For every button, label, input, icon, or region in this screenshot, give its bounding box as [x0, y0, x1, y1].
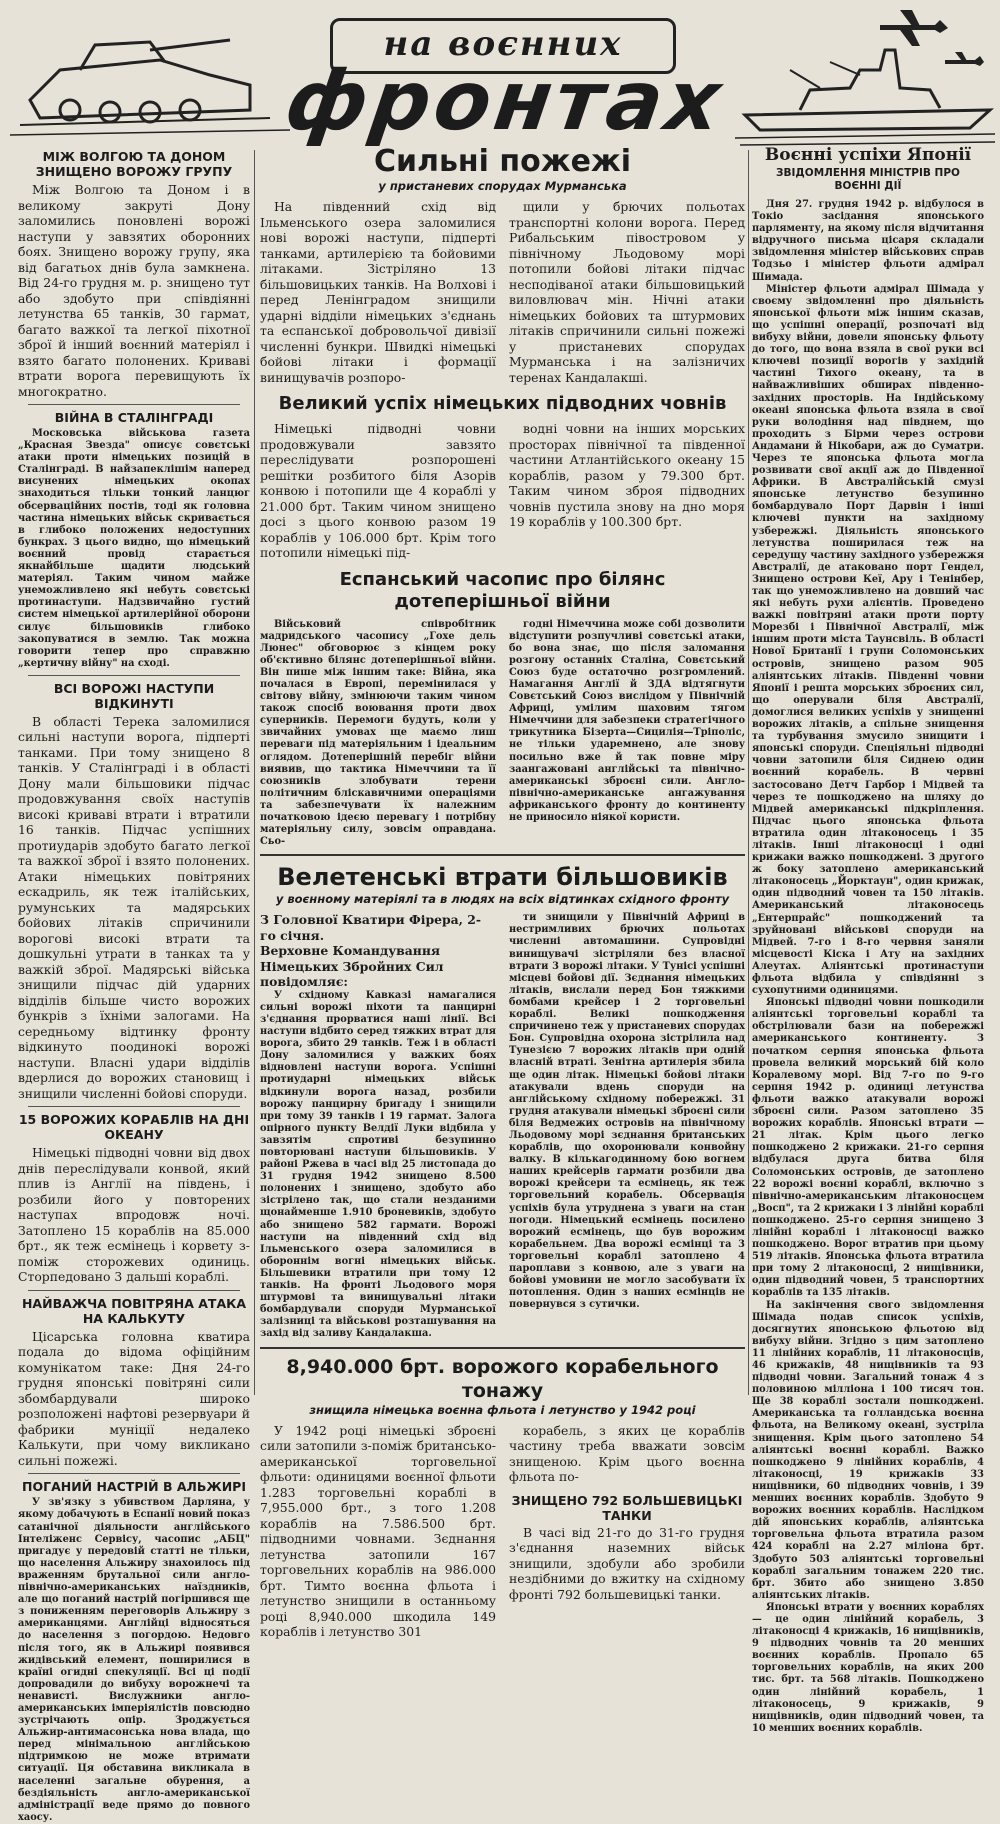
article-headline: ВСІ ВОРОЖІ НАСТУПИ ВІДКИНУТІ: [53, 680, 215, 711]
lead-subheadline: у пристаневих спорудах Мурманська: [378, 179, 627, 193]
article: [18, 1112, 250, 1285]
airplane-icon: [880, 10, 948, 46]
article-body: У східному Кавказі намагалися сильні ворожі піхоти та панцирні з'єднання прорватися наші лінії. Всі наступи відбито серед тяжких втрат для ворога, збито 29 танків. Теж і в області Дону заломилися у важких боях відновлені наступи ворога. Успішні протиударні німецьких військ відкинули ворога назад, розбили ворожу панцирну бригаду і знищили при тому 39 танків і 19 гармат. Залога опірного пункту Велдії Луки відбила у завзятім спротиві безупинно повторювані наступи більшовиків. У районі Ржева в часі від 25 листопада до 31 грудня 1942 знищено 8.500 полонених і знищено, здобуто або зістрілено так, що стали незданими щонайменше 1.910 броневиків, здобуто або знищено 582 гармати. Ворожі наступи на південний схід від Ільменського озера заломилися в обороннім вогні німецьких військ. Більшевики втратили при тому 12 танків. На фронті Льодового моря штурмові та винищувальні літаки бомбардували споруди Мурманської залізниці та військові розташування на захід від заливу Кандалакша.: [260, 989, 496, 1340]
masthead-subtitle: на воєнних: [330, 18, 676, 74]
article-headline: Воєнні успіхи Японії: [764, 145, 972, 165]
separator: [260, 854, 745, 856]
separator: [260, 1347, 745, 1349]
article-headline: ВІЙНА В СТАЛІНГРАДІ: [54, 410, 214, 425]
spanish-article: [260, 569, 745, 849]
center-column: [260, 144, 745, 1639]
tank-illustration-left: [10, 40, 290, 135]
separator: [28, 1106, 240, 1107]
column-divider: [748, 150, 749, 1395]
column-divider: [254, 150, 255, 1395]
article: [18, 1296, 250, 1469]
article-headline: Велетенські втрати більшовиків: [277, 863, 728, 892]
article-headline: НАЙВАЖЧА ПОВІТРЯНА АТАКА НА КАЛЬКУТУ: [21, 1295, 247, 1326]
article: [18, 681, 250, 1102]
tanks-box-headline: ЗНИЩЕНО 792 БОЛЬШЕВИЦЬКІ ТАНКИ: [511, 1492, 743, 1523]
article: [18, 149, 250, 399]
airplane-icon-small: [945, 52, 984, 66]
separator: [28, 675, 240, 676]
article-body: В області Терека заломилися сильні наступи ворога, підперті танками. При тому знищено 8 танків. У Сталінграді і в області Дону мали більшовики підчас продовжування своїх наступів високі криваві втрати і втратили 16 танків. Підчас успішних протиударів здобуто багато легкої та важкої зброї і взято полонених. Атаки німецьких повітряних ескадриль, як теж італійських, румунських та мадярських бойових літаків спричинили ворогові високі втрати та дошкульні утрати в танках та у важкій зброї. Мадярські війська знищили підчас дій ударних відділів більше чисто ворожих бункрів з їхніми залогами. На середньому відтинку фронту відкинуто поодинокі ворожі наступи. Власні удари відділів вдерлися до ворожих становищ і знищили численні бойові споруди.: [18, 713, 250, 1101]
article-paragraph: Японські підводні човни пошкодили аліянтські торговельні кораблі та обстрілювали бази на побережжі американського континенту. З початком серпня японська фльота провела великий морський бій коло Коралевому морі. Від 7-го по 9-го серпня 1942 р. одиниці летунства фльоти важко атакували ворожі зброєні сили. Разом затоплено 35 ворожих кораблів. Японські втрати — 21 літак. Крім цього легко пошкоджено 2 крижаки. 21-го серпня відбулася друга битва біля Соломонських островів, де затоплено 22 ворожі воєнні кораблі, включно з північно-американським літаконосцем „Восп", та 2 крижаки і 3 лінійні кораблі пошкоджено. 25-го серпня знищено 3 лінійні кораблі і літаконосці важко пошкоджено. Ворог втратив при цьому 519 літаків. Японська фльота втратила при тому 2 літаконосці, 2 нищівники, один підводний човен, 5 транспортних кораблів та 135 літаків.: [752, 997, 984, 1299]
article-body: Між Волгою та Доном і в великому закруті Дону заломились поновлені ворожі наступи у завзятих оборонних боях. Знищено ворожу групу, яка від багатьох днів була замкнена. Від 24-го грудня м. р. знищено тут або здобуто при співдіянні летунства 65 танків, 30 гармат, багато важкої та легкої піхотної зброї й інший воєнний матеріял і взято багато полонених. Криваві втрати ворога перевищують їх многократно.: [18, 182, 250, 399]
right-column: [752, 145, 984, 1734]
article-headline: ПОГАНИЙ НАСТРІЙ В АЛЬЖИРІ: [22, 1479, 246, 1495]
bolsheviks-article: [260, 862, 745, 1340]
tonnage-article: [260, 1355, 745, 1640]
article-headline: МІЖ ВОЛГОЮ ТА ДОНОМ ЗНИЩЕНО ВОРОЖУ ГРУПУ: [35, 149, 233, 179]
article-body: Німецькі підводні човни від двох днів переслідували конвой, який плив із Англії на південь, і розбили його у повторених наступах впродовж ночі. Затоплено 15 кораблів на 85.000 брт., як теж есмінець і корвету з-поміж сторожевих одиниць. Сторпедовано 3 дальші кораблі.: [18, 1145, 250, 1285]
lead-headline: Сильні пожежі: [373, 144, 632, 179]
article: [18, 1479, 250, 1824]
article-paragraph: Дня 27. грудня 1942 р. відбулося в Токіо засідання японського парляменту, на якому після відчитання відручного письма цісаря складали звідомлення міністер військових справ Тодзьо і міністер фльоти адмірал Шимада.: [752, 199, 984, 283]
article-headline: Великий успіх німецьких підводних човнів: [278, 393, 727, 414]
article-headline: 8,940.000 брт. ворожого корабельного тонажу: [286, 1355, 719, 1402]
tanks-box-body: В часі від 21-го до 31-го грудня з'єднання наземних військ знищили, здобули або зробили нездібними до вжитку на східному фронті 792 большевицькі танки.: [509, 1524, 745, 1602]
article-body: годні Німеччина може собі дозволити відступити розпучливі совєтські атаки, бо вона знає, що після заломання розгону останніх Сталіна, Совєтський Союз буде остаточно розгромлений. Намагання Англії й ЗДА відтягнути Совєтський Союз вислідом у Північній Африці, умілим шаховим тягом Німеччини для забезпеки стратегічного трикутника Бізерта—Сицилія—Тріполіс, не тільки ударемнено, але знову посильно вже й так повне міру заангажовані англійські та північно-американські зброєні сили. Англо-північно-американське ангажування африканського фронту до континенту не приносило ніякої користи.: [509, 618, 745, 823]
article-body: водні човни на інших морських просторах північної та південної частини Атлантійського океану 15 кораблів, разом у 79.300 брт. Таким чином зброя підводних човнів пустила знову на дно моря 19 кораблів у 100.300 брт.: [509, 421, 745, 529]
separator: [28, 404, 240, 405]
article-subheadline: ЗВІДОМЛЕННЯ МІНІСТРІВ ПРО ВОЄННІ ДІЇ: [776, 167, 960, 192]
dateline: З Головної Кватири Фірера, 2-го січня.: [260, 912, 482, 943]
article-body: У 1942 році німецькі зброєні сили затопили з-поміж британсько-американської торговельної фльоти: одиницями воєнної фльоти 1.283 торговельні кораблі в 7,955.000 брт., з того 1.208 кораблів на 7.586.500 брт. підводними човнами. Зєднання летунства затопили 167 торговельних кораблів на 986.000 брт. Тимто воєнна фльота і летунство знищили в останньому році 8,940.000 шкодила 149 кораблів і летунство 301: [260, 1422, 496, 1639]
left-column: [18, 145, 250, 1823]
masthead: [0, 0, 1000, 150]
report-intro: Верховне Командування Німецьких Збройних Сил повідомляє:: [260, 943, 444, 990]
article-subheadline: у воєнному матеріялі та в людях на всіх відтинках східного фронту: [275, 892, 730, 907]
separator: [28, 1290, 240, 1291]
article-body: Цісарська головна кватира подала до відома офіційним комунікатом таке: Дня 24-го грудня японські повітряні сили збомбардували широко розположені нафтові резервуари й фабрики муніції недалеко Калькути, при чому викликано сильні пожежі.: [18, 1328, 250, 1468]
article-paragraph: На закінчення свого звідомлення Шімада подав список успіхів, досягнутих японською фльотою від вибуху війни. Згідно з цим затоплено 11 лінійних кораблів, 11 літаконосців, 46 крижаків, 48 нищівників та 93 підводні човни. Загальний тонаж 4 з половиною мілліона і 100 тисяч тон. Ще 38 кораблі зостали пошкоджені. Американська та голландська воєнна фльота, на Великому океані, зустріла знищення. Крім цього затоплено 54 аліянтські воєнні кораблі. Важко пошкоджено 9 лінійних кораблів, 4 літаконосці, 19 крижаків 33 нищівники, 60 підводних човнів, і 39 менших воєнних кораблів. Здобуто 9 ворожих воєнних кораблів. Наслідком дій японських кораблів, аліянтська торговельна фльота втратила разом 424 кораблі на 2.27 міліона брт. Здобуто 503 аліянтські торговельні кораблі загальним тонажем 220 тис. брт. Збито або знищено 3.850 аліянтських літаків.: [752, 1299, 984, 1601]
article: [18, 410, 250, 670]
article-subheadline: знищила німецька воєнна фльота і летунство у 1942 році: [309, 1402, 696, 1417]
article-headline: Еспанський часопис про білянс дотеперішньої війни: [339, 568, 666, 612]
article-body: Німецькі підводні човни продовжували завзято переслідувати розпорошені решітки розбитого біля Азорів конвою і потопили ще 4 кораблі у 21.000 брт. Таким чином знищено досі з цього конвою разом 19 кораблів у 106.000 брт. Крім того потопили німецькі під-: [260, 421, 496, 560]
article-paragraph: Японські втрати у воєнних кораблях — це один лінійний корабель, 3 літаконосці 4 крижаків, 16 нищівників, 9 підводних човнів та 20 менших воєнних кораблів. Пропало 65 торговельних кораблів, на яких 200 тис. брт. та 568 літаків. Пошкоджено один лінійний корабель, 1 літаконосець, 9 крижаків, 9 нищівників, один підводний човен, та 10 менших воєнних кораблів.: [752, 1601, 984, 1734]
article-body: ти знищили у Північній Африці в нестримливих брючих польотах численні автомашини. Супровідні винищувачі зістріляли без власної втрати 3 ворожі літаки. У Тунісі успішні місцеві бойові дії. Зєднання німецьких літаків, вислали перед Бон тяжкими бомбами крейсер і 2 торговельні кораблі. Великі пошкодження спричинено теж у пристаневих спорудах Бон. Супровідна охорона зістрілила над Тунезією 7 ворожих літаків при одній власній втраті. Зенітна артилерія збила ще один літак. Німецькі бойові літаки атакували вдень споруди на англійському східному побережжі. 31 грудня атакували німецькі зброєні сили біля Ведмежих островів на північному Льодовому морі зєднання британських кораблів, що охоронювали конвойну валку. В кількагодинному бою вогнем наших крейсерів гармати розбили два ворожі крейсери та есмінець, як теж торговельний корабель. Обсервація успіхів була утруднена з уваги на стан погоди. Німецький есмінець посилено ворожий есмінець, що був ворожим корабельнем. Два ворожі есмінці та 3 торговельні кораблі затоплено 4 пароплави з конвою, але з уваги на бойові умовини не могло засобувати їх потоплення. Один з наших есмінців не повернувся з сутички.: [509, 912, 745, 1311]
separator: [28, 1473, 240, 1474]
article-body: Московська військова газета „Красная Звезда" описує совєтські атаки проти німецьких позицій в Сталінграді. В найзапеклішім наперед висунених німецьких окопах знаходиться тільки тонкий ланцюг обсерваційних постів, тоді як головна частина німецьких військ скривається в глибоко положених недоступних бункрах. З цього видно, що німецький воєнний провід старається якнайбільше щадити людський матеріял. Таким чином майже унеможливлено які небуть совєтські протинаступи. Надзвичайно густий систем німецької артилерійної оборони силує більшовиків глибоко закопуватися в землю. Так можна говорити тепер про справжню „кертичну війну" на сході.: [18, 428, 250, 669]
article-body: Військовий співробітник мадридського часопису „Гохе дель Люнес" обговорює з кінцем року об'єктивно білянс дотеперішньої війни. Він пише між іншим таке: Війна, яка почалася в Европі, перемінилася у світову війну, змінюючи таким чином також спосіб воювання проти двох суперників. Перемоги будуть, коли у звичайних умовах ще маємо лиш переваги під матеріяльним і ідеальним оглядом. Дотеперішній перебіг війни виявив, що тактика Німеччини та її союзників злобувати терени політичним бліскавичними операціями та забезпечувати їх належним початковою ідеєю перевагу і потрібну матеріяльну силу, зовсім оправдана. Сьо-: [260, 618, 496, 848]
masthead-title: фронтах: [279, 54, 731, 149]
article-body: У зв'язку з убивством Дарляна, у якому добачують в Еспанії новий показ сатанічної діяльности англійського Інтеліженс Сервісу, часопис „АБЦ" пригадує у передовій статті не тільки, що населення Альжиру знахоилось під враженням брутальної сили англо-північно-американських наїздників, але що поганий настрій погіршився ще з пониженням переговорів Альжиру з американцями. Англійці відносяться до населення з погордою. Недовго після того, як в Альжирі появився жидівський елемент, поширилися в країні огидні спекуляції. Всі ці події допровадили до вибуху ворожнечі та ненависті. Вислужники англо-американських імперіялістів повсюдно зустрічають опір. Зроджується Альжир-антимасонська нова влада, що перед мінімальною англійською підтримкою не може втримати ситуації. Ця обставина викликала в населенні загальне обурення, а бездіяльність англо-американської адміністрації веде прямо до повного хаосу.: [18, 1497, 250, 1823]
article-body: корабель, з яких це кораблів частину треба вважати зовсім знищеною. Крім цього воєнна фльота по-: [509, 1422, 745, 1484]
lead-article: [260, 145, 745, 385]
article-body: На південний схід від Ільменського озера заломилися нові ворожі наступи, підперті танками, артилерією та бойовими літаками. Зістріляно 13 більшовицьких танків. На Волхові і перед Ленінградом знищили ударні відділи німецьких з'єднань та еспанської добровольчої дивізії численні бункри. Швидкі німецькі бойові літаки і формації винищувачів розпоро-: [260, 199, 496, 385]
article-paragraph: Міністер фльоти адмірал Шімада у своєму звідомленні про діяльність японської фльоти між іншим сказав, що успішні операції, розпочаті від вибуху війни, довели японську фльоту до того, що вона взяла в свої руки всі ключеві позиції ворогів у західній частині Тихого океану, та в найважливіших обширах південно-західних просторів. На Індійському океані японська фльота взяла в свої руки володіння над півднем, що проходить з Бірми через острови Андамани й Нікобари, аж до Суматри. Через те японська фльота могла розвивати свої акції аж до Південної Африки. В Австралійській смузі японське летунство безупинно бомбардувало Порт Дарвін і інші ключеві пункти на західному узбережжі. Діяльність японського летунства поширилася теж на середущу частину західного узбережжя Австралії, де атаковано порт Гендел, Знищено острови Кеї, Ару і Тенінбер, так що унеможливлено на довший час які небуть рухи алієнтів. Проведено важкі повітряні атаки проти порту Морезбі і Північної Австралії, між іншим проти міста Таунсвіль. В області Нової Британії і групи Соломонських островів, знищено разом 905 аліянтських літаків. Південні човни Японії і решта морських зброєних сил, що оперували біля Австралії, домоглися великих успіхів у знищенні ворожих літаків, а спільне знищення та турбування змусило знищити і японські споруди. Спеціяльні підводні човни затопили біля Сиднею один воєнний корабель. В червні застосовано Детч Гарбор і Мідвей та через те пошкоджено на шляху до Мідвей американські підкріплення. Підчас цього японська фльота втратила один літаконосець і 35 літаків. Інші літаконосці і одні крижаки важко пошкоджені. З другого ж боку затоплено американський літаконосець „Йорктаун", один крижак, один підводний човен та 150 літаків. Американський літаконосець „Ентерпрайс" пошкоджений та зруйновані військові споруди на Мідвей. 7-го і 8-го червня заняли місцевості Кіска і Ату на західних Алеутах. Аліянтські протинаступи фльота відбила у співдіянні з сухопутними одиницями.: [752, 283, 984, 997]
article-headline: 15 ВОРОЖИХ КОРАБЛІВ НА ДНІ ОКЕАНУ: [18, 1112, 250, 1143]
submarine-article: [260, 393, 745, 561]
warship-illustration-right: [735, 50, 995, 145]
article-body: щили у брючих польотах транспортні колони ворога. Перед Рибальським півостровом у північному Льодовому морі потопили бойові літаки підчас несподіваної атаки більшовицький виловлювач мін. Нічні атаки німецьких бойових та штурмових літаків спричинили сильні пожежі у пристаневих спорудах Мурманська і на залізничих теренах Кандалакші.: [509, 199, 745, 385]
